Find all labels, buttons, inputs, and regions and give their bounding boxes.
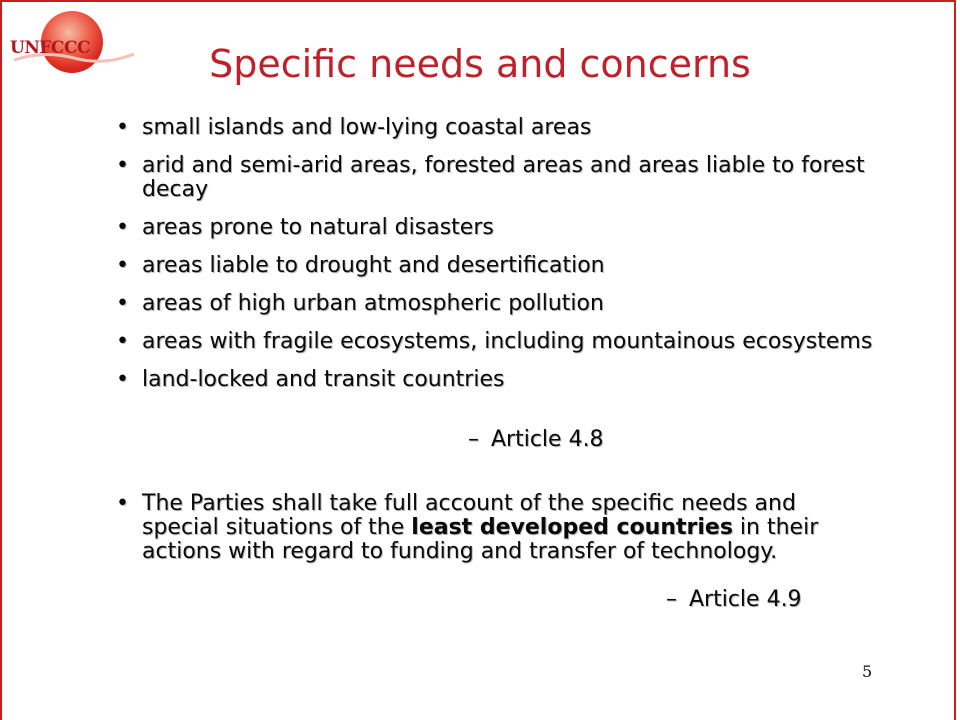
paragraph-text-after: in their actions with regard to funding and transfer of technology. [142,515,819,564]
list-item [116,216,876,240]
list-item [116,254,876,278]
list-item-text: small islands and low-lying coastal areas [142,115,592,140]
bullet-icon: • [116,115,129,140]
dash-icon: – [468,427,479,452]
bullet-icon: • [116,215,129,240]
paragraph-bold-text: least developed countries [411,515,733,540]
list-item-text: land-locked and transit countries [142,367,505,392]
bullet-icon: • [116,329,129,354]
article-reference-4-9 [666,588,802,612]
list-item [116,154,876,202]
page-number: 5 [862,662,873,681]
bullet-icon: • [116,153,129,178]
list-item [116,368,876,392]
list-item-text: areas prone to natural disasters [142,215,494,240]
bullet-icon: • [116,491,129,516]
list-item [116,116,876,140]
paragraph-text-before: The Parties shall take full account of the specific needs and special situations of the [142,491,796,540]
dash-icon: – [666,587,677,612]
ldc-paragraph [116,492,876,564]
article-reference-4-8 [468,428,604,452]
slide-frame-left [0,0,2,720]
article-reference-text: Article 4.9 [689,587,802,612]
list-item [116,292,876,316]
logo-text: UNFCCC [10,38,91,58]
article-reference-text: Article 4.8 [491,427,604,452]
list-item-text: areas with fragile ecosystems, including mountainous ecosystems [142,329,873,354]
list-item-text: areas liable to drought and desertification [142,253,605,278]
needs-list [116,116,876,406]
bullet-icon: • [116,253,129,278]
list-item-text: areas of high urban atmospheric pollution [142,291,604,316]
bullet-icon: • [116,367,129,392]
slide-title: Specific needs and concerns [209,42,751,86]
slide-frame-right [954,0,956,720]
list-item [116,330,876,354]
bullet-icon: • [116,291,129,316]
slide-frame-top [0,0,956,2]
list-item-text: arid and semi-arid areas, forested areas and areas liable to forest decay [142,153,865,202]
